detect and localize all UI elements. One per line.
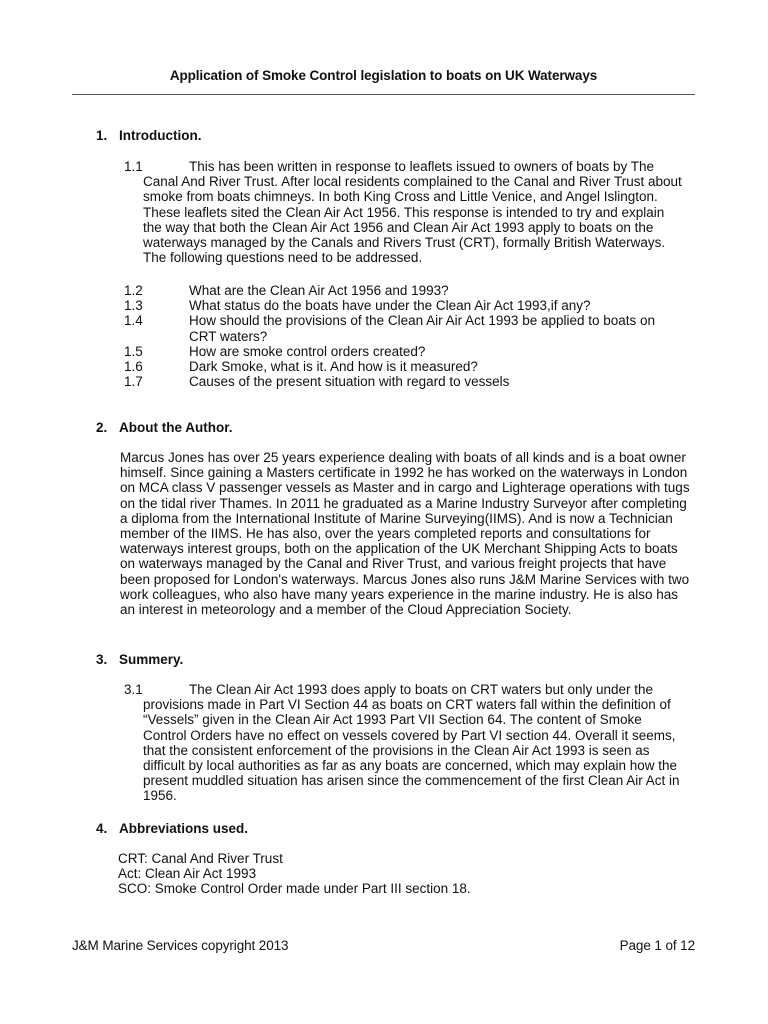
- section-title: Abbreviations used.: [119, 821, 249, 836]
- question-list: [124, 283, 684, 389]
- section-number: 2.: [96, 420, 108, 435]
- item-number: 1.3: [124, 298, 143, 314]
- header-divider: [72, 94, 695, 95]
- section-title: Introduction.: [119, 128, 202, 143]
- section-heading-introduction: [96, 128, 201, 143]
- list-item: SCO: Smoke Control Order made under Part III section 18.: [118, 881, 471, 897]
- list-item: Act: Clean Air Act 1993: [118, 866, 257, 882]
- list-item: [124, 298, 684, 313]
- list-item: [124, 374, 684, 389]
- item-number: 1.5: [124, 343, 143, 359]
- page-title: Application of Smoke Control legislation to boats on UK Waterways: [169, 68, 598, 83]
- section-title: About the Author.: [119, 420, 233, 435]
- author-paragraph: Marcus Jones has over 25 years experience dealing with boats of all kinds and is a boat owner himself. Since gaining a Masters certificate in 1992 he has worked on the waterways in London on MCA class V passenger vessels as Master and in cargo and Lighterage operations with tugs on the tidal river Thames. In 2011 he graduated as a Marine Industry Surveyor after completing a diploma from the International Institute of Marine Surveying(IIMS). And is now a Technician member of the IIMS. He has also, over the years completed reports and consultations for waterways interest groups, both on the application of the UK Merchant Shipping Acts to boats on waterways managed by the Canal and River Trust, and various freight projects that have been proposed for London's waterways. Marcus Jones also runs J&M Marine Services with two work colleagues, who also have many years experience in the marine industry. He is also has an interest in meteorology and a member of the Cloud Appreciation Society.: [120, 450, 690, 618]
- item-text: What are the Clean Air Act 1956 and 1993?: [189, 283, 449, 298]
- list-item: [124, 313, 684, 343]
- item-text: How should the provisions of the Clean Air Air Act 1993 be applied to boats on CRT waters?: [189, 313, 656, 344]
- list-item: [124, 283, 684, 298]
- item-number: 1.7: [124, 374, 143, 390]
- item-text: Causes of the present situation with regard to vessels: [189, 374, 510, 390]
- item-number: 1.6: [124, 359, 143, 375]
- item-text: How are smoke control orders created?: [189, 343, 426, 359]
- section-heading-abbreviations: [96, 821, 248, 836]
- item-text: What status do the boats have under the Clean Air Act 1993,if any?: [189, 298, 591, 314]
- list-item: [124, 359, 684, 374]
- footer-copyright: J&M Marine Services copyright 2013: [72, 938, 289, 953]
- paragraph-number: 3.1: [124, 682, 143, 697]
- paragraph-3-1: The Clean Air Act 1993 does apply to boats on CRT waters but only under the provisions made in Part VI Section 44 as boats on CRT waters fall within the definition of “Vessels” given in the Clean Air Act 1993 Part VII Section 64. The content of Smoke Control Orders have no effect on vessels covered by Part VI section 44. Overall it seems, that the consistent enforcement of the provisions in the Clean Air Act 1993 is seen as difficult by local authorities as far as any boats are concerned, which may explain how the present muddled situation has arisen since the commencement of the first Clean Air Act in 1956.: [143, 682, 680, 804]
- section-heading-about-author: [96, 420, 232, 435]
- section-heading-summary: [96, 652, 183, 667]
- section-number: 4.: [96, 821, 108, 836]
- list-item: CRT: Canal And River Trust: [118, 851, 283, 866]
- item-number: 1.4: [124, 313, 143, 329]
- paragraph-number: 1.1: [124, 159, 143, 174]
- paragraph-1-1: This has been written in response to leaflets issued to owners of boats by The Canal And River Trust. After local residents complained to the Canal and River Trust about smoke from boats chimneys. In both King Cross and Little Venice, and Angel Islington. These leaflets sited the Clean Air Act 1956. This response is intended to try and explain the way that both the Clean Air Act 1956 and Clean Air Act 1993 apply to boats on the waterways managed by the Canals and Rivers Trust (CRT), formally British Waterways. The following questions need to be addressed.: [143, 159, 682, 266]
- page-number: Page 1 of 12: [619, 938, 695, 953]
- abbreviation-list: [118, 851, 678, 897]
- list-item: [124, 344, 684, 359]
- section-number: 3.: [96, 652, 108, 667]
- section-title: Summery.: [119, 652, 184, 667]
- section-number: 1.: [96, 128, 108, 143]
- item-number: 1.2: [124, 283, 143, 298]
- item-text: Dark Smoke, what is it. And how is it measured?: [189, 359, 478, 375]
